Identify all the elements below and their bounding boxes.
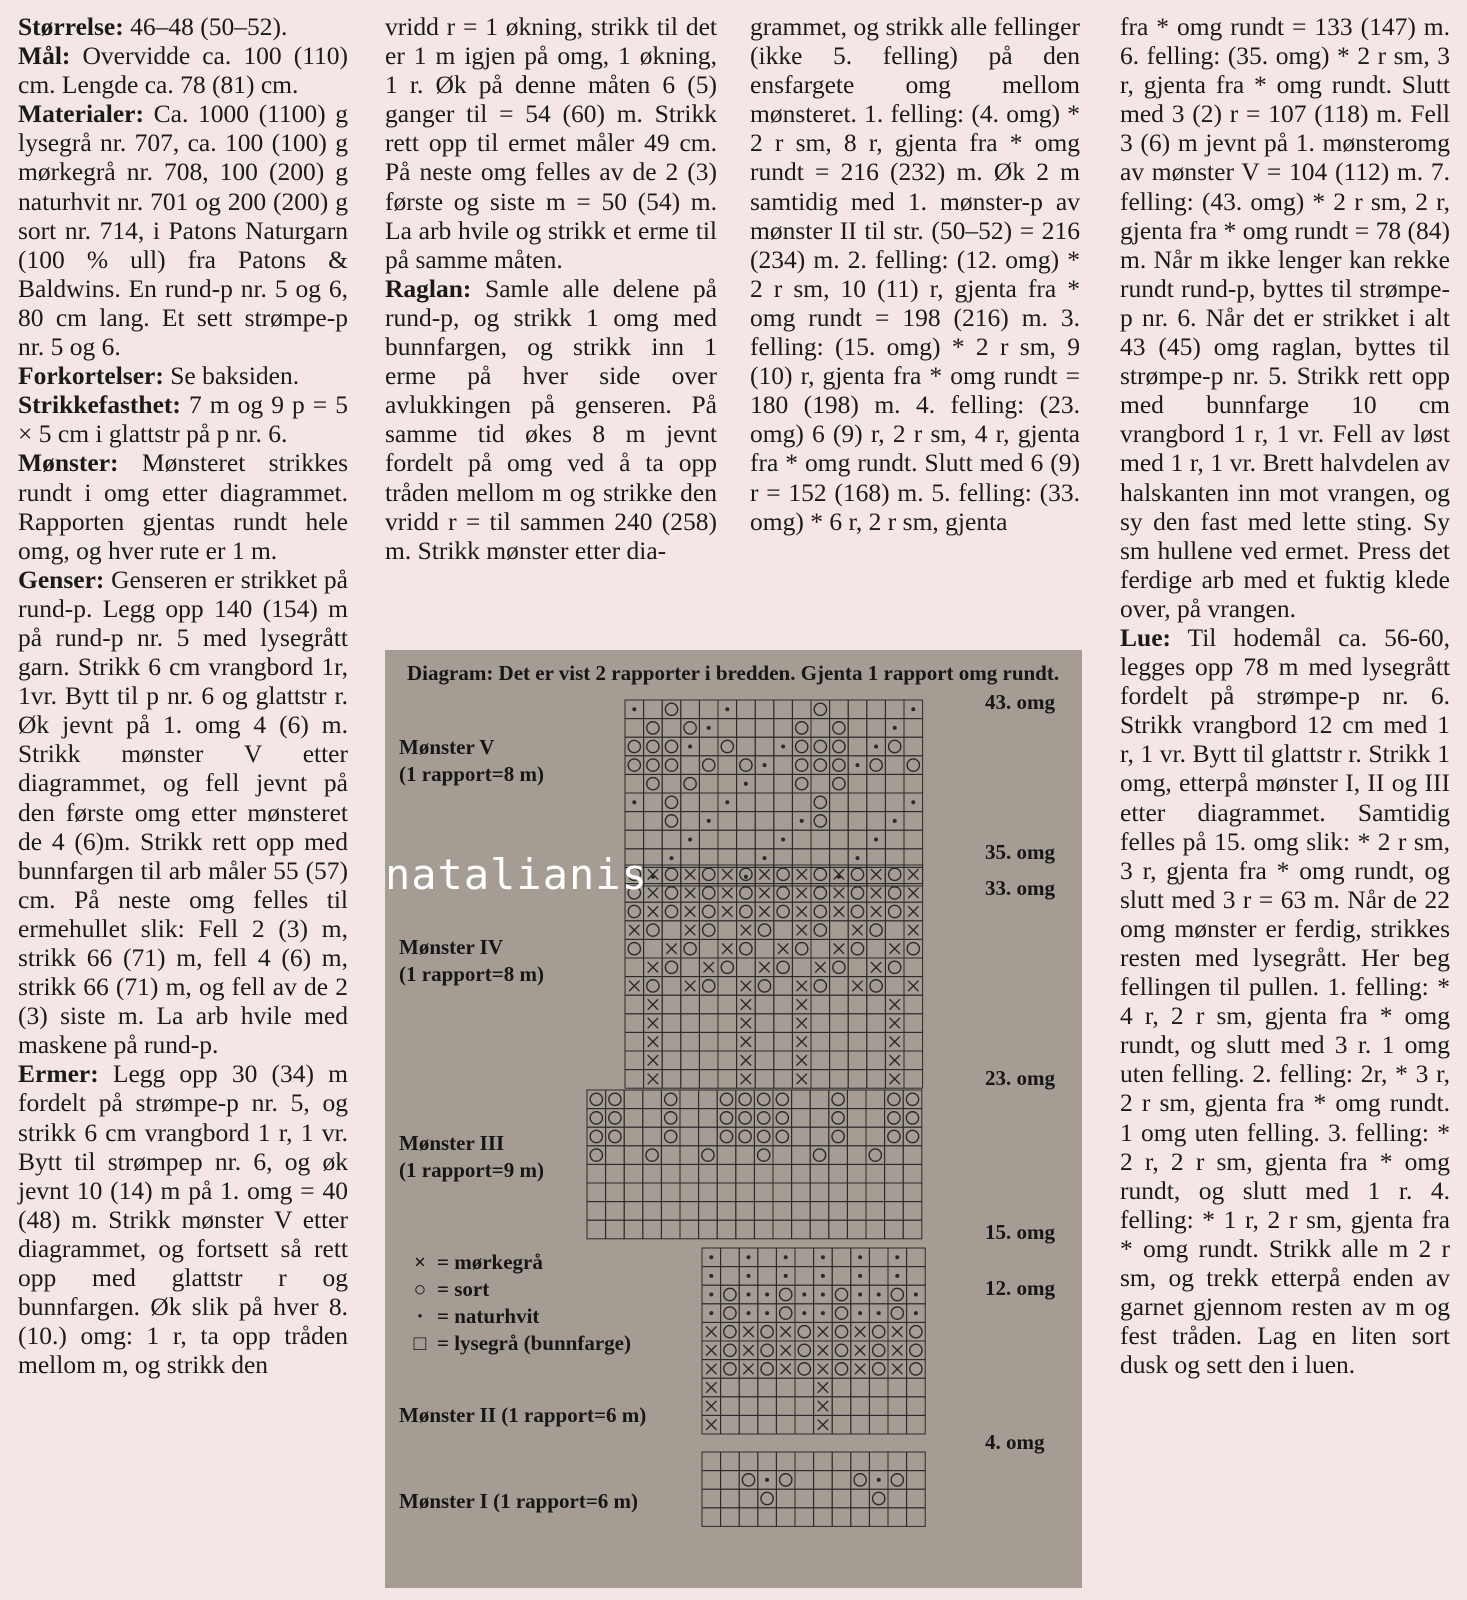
paragraph-heading: Materialer: bbox=[18, 99, 144, 129]
paragraph-text: Genseren er strikket på rund-p. Legg opp 140 (154) m på rund-p nr. 5 med lysegrått garn. Strikk 6 cm vrangbord 1r, 1vr. Bytt til p nr. 6 og glattstr r. Øk jevnt på 1. omg 4 (6) m. Strikk mønster V etter diagrammet, og fell jevnt på den første omg etter mønsteret de 4 (6)m. Strikk rett opp med bunnfargen til arb måler 55 (57) cm. På neste omg felles til ermehullet slik: Fell 2 (3) m, strikk 66 (71) m, fell 4 (6) m, strikk 66 (71) m, og fell av de 2 (3) siste m. La arb hvile med maskene på rund-p. bbox=[18, 564, 348, 1060]
round-label-23: 23. omg bbox=[985, 1066, 1055, 1090]
paragraph-text: Samle alle delene på rund-p, og strikk 1 omg med bunnfargen, og strikk inn 1 erme på hver side over avlukkingen på genseren. På samme tid økes 8 m jevnt fordelt på omg ved å ta opp tråden mellom m og strikke den vridd r = til sammen 240 (258) m. Strikk mønster etter dia- bbox=[385, 273, 717, 565]
paragraph bbox=[18, 1059, 348, 1379]
paragraph-heading: Mønster: bbox=[18, 448, 119, 478]
paragraph-text: grammet, og strikk alle fellinger (ikke 5. felling) på den ensfargete omg mellom mønsteret. 1. felling: (4. omg) * 2 r sm, 8 r, gjenta fra * omg rundt = 216 (232) m. Øk 2 m samtidig med 1. mønster-p av mønster II til str. (50–52) = 216 (234) m. 2. felling: (12. omg) * 2 r sm, 10 (11) r, gjenta fra * omg rundt = 198 (216) m. 3. felling: (15. omg) * 2 r sm, 9 (10) r, gjenta fra * omg rundt = 180 (198) m. 4. felling: (23. omg) 6 (9) r, 2 r sm, 4 r, gjenta fra * omg rundt. Slutt med 6 (9) r = 152 (168) m. 5. felling: (33. omg) * 6 r, 2 r sm, gjenta bbox=[750, 12, 1080, 536]
paragraph-text: Se baksiden. bbox=[163, 361, 300, 391]
paragraph-heading: Strikkefasthet: bbox=[18, 390, 181, 420]
paragraph bbox=[1120, 623, 1450, 1379]
paragraph bbox=[385, 12, 717, 274]
pattern-iv-grid bbox=[625, 865, 923, 1088]
knitting-chart-grid bbox=[385, 650, 1082, 1588]
pattern-i-grid bbox=[702, 1452, 925, 1526]
paragraph bbox=[18, 361, 348, 390]
paragraph-text: 7 m og 9 p = 5 × 5 cm i glattstr på p nr. 6. bbox=[18, 390, 348, 449]
paragraph-text: 46–48 (50–52). bbox=[123, 12, 288, 41]
round-label-35: 35. omg bbox=[985, 840, 1055, 864]
text-column-3 bbox=[750, 12, 1080, 536]
legend-natural-white: · = naturhvit bbox=[403, 1304, 539, 1329]
pattern-v-label: Mønster V (1 rapport=8 m) bbox=[399, 735, 544, 786]
paragraph-heading: Raglan: bbox=[385, 273, 472, 303]
paragraph-heading: Forkortelser: bbox=[18, 361, 164, 391]
square-icon: □ bbox=[413, 1331, 427, 1355]
round-label-12: 12. omg bbox=[985, 1276, 1055, 1300]
pattern-ii-grid bbox=[702, 1248, 925, 1434]
pattern-v-grid bbox=[625, 700, 923, 886]
paragraph-text: Ca. 1000 (1100) g lysegrå nr. 707, ca. 100 (100) g mørkegrå nr. 708, 100 (200) g naturhvit nr. 701 og 200 (200) g sort nr. 714, i Patons Naturgarn (100 % ull) fra Patons & Baldwins. En rund-p nr. 5 og 6, 80 cm lang. Et sett strømpe-p nr. 5 og 6. bbox=[18, 99, 348, 362]
paragraph bbox=[1120, 12, 1450, 623]
diagram-title: Diagram: Det er vist 2 rapporter i bredden. Gjenta 1 rapport omg rundt. bbox=[407, 661, 1060, 685]
round-label-15: 15. omg bbox=[985, 1220, 1055, 1244]
paragraph-heading: Størrelse: bbox=[18, 12, 124, 41]
paragraph-text: Til hodemål ca. 56-60, legges opp 78 m med lysegrått fordelt på strømpe-p nr. 6. Strikk vrangbord 12 cm med 1 r, 1 vr. Bytt til glattstr r. Strikk 1 omg, etterpå mønster I, II og III etter diagrammet. Samtidig felles på 15. omg slik: * 2 r sm, 3 r, gjenta fra * omg rundt, og slutt med 3 r = 63 m. Når de 22 omg mønster er ferdig, strikkes resten med lysegrått. Her beg fellingen til pullen. 1. felling: * 4 r, 2 r sm, gjenta fra * omg rundt, og slutt med 3 r. 1 omg uten felling. 2. felling: 2r, * 3 r, 2 r sm, gjenta fra * omg rundt. 1 omg uten felling. 3. felling: * 2 r, 2 r sm, gjenta fra * omg rundt, og slutt med 1 r. 4. felling: * 1 r, 2 r sm, gjenta fra * omg rundt. Strikk alle m 2 r sm, og trekk etterpå enden av garnet gjennom resten av m og fest tråden. Lag en liten sort dusk og sett den i luen. bbox=[1120, 622, 1450, 1380]
paragraph bbox=[750, 12, 1080, 536]
paragraph-heading: Ermer: bbox=[18, 1059, 99, 1089]
paragraph bbox=[18, 565, 348, 1060]
paragraph bbox=[385, 274, 717, 565]
paragraph-heading: Mål: bbox=[18, 41, 71, 71]
paragraph bbox=[18, 390, 348, 448]
paragraph-text: Mønsteret strikkes rundt i omg etter diagrammet. Rapporten gjentas rundt hele omg, og hver rute er 1 m. bbox=[18, 448, 348, 565]
pattern-i-label: Mønster I (1 rapport=6 m) bbox=[399, 1489, 639, 1513]
paragraph bbox=[18, 41, 348, 99]
watermark: natalianis bbox=[385, 850, 648, 899]
paragraph-text: Overvidde ca. 100 (110) cm. Lengde ca. 78 (81) cm. bbox=[18, 41, 348, 100]
legend-black: ○ = sort bbox=[403, 1277, 489, 1302]
paragraph bbox=[18, 99, 348, 361]
paragraph-text: vridd r = 1 økning, strikk til det er 1 m igjen på omg, 1 økning, 1 r. Øk på denne måten 6 (5) ganger til = 54 (60) m. Strikk rett opp til ermet måler 49 cm. På neste omg felles av de 2 (3) første og siste m = 50 (54) m. La arb hvile og strikk et erme til på samme måten. bbox=[385, 12, 717, 274]
pattern-iii-grid bbox=[587, 1090, 922, 1239]
legend-light-grey: □ = lysegrå (bunnfarge) bbox=[403, 1331, 631, 1356]
pattern-ii-label: Mønster II (1 rapport=6 m) bbox=[399, 1403, 647, 1427]
pattern-iv-label: Mønster IV (1 rapport=8 m) bbox=[399, 935, 544, 986]
paragraph-heading: Lue: bbox=[1120, 622, 1171, 652]
text-column-4 bbox=[1120, 12, 1450, 1379]
pattern-iii-label: Mønster III (1 rapport=9 m) bbox=[399, 1131, 544, 1182]
paragraph-text: fra * omg rundt = 133 (147) m. 6. felling: (35. omg) * 2 r sm, 3 r, gjenta fra * omg rundt. Slutt med 3 (2) r = 107 (118) m. Fell 3 (6) m jevnt på 1. mønsteromg av mønster V = 104 (112) m. 7. felling: (43. omg) * 2 r sm, 2 r, gjenta fra * omg rundt = 78 (84) m. Når m ikke lenger kan rekke rundt rund-p, byttes til strømpe-p nr. 6. Når det er strikket i alt 43 (45) omg raglan, byttes til strømpe-p nr. 5. Strikk rett opp med bunnfarge 10 cm vrangbord 1 r, 1 vr. Fell av løst med 1 r, 1 vr. Brett halvdelen av halskanten inn mot vrangen, og sy den fast med lette sting. Sy sm hullene ved ermet. Press det ferdige arb med et fuktig klede over, på vrangen. bbox=[1120, 12, 1450, 623]
knitting-chart-panel bbox=[385, 650, 1082, 1588]
round-label-43: 43. omg bbox=[985, 690, 1055, 714]
paragraph bbox=[18, 12, 348, 41]
legend-darkgrey: × = mørkegrå bbox=[403, 1250, 543, 1275]
text-column-1 bbox=[18, 12, 348, 1379]
round-label-33: 33. omg bbox=[985, 876, 1055, 900]
paragraph-text: Legg opp 30 (34) m fordelt på strømpe-p nr. 5, og strikk 6 cm vrangbord 1 r, 1 vr. Bytt til strømpep nr. 6, og øk jevnt 10 (14) m på 1. omg = 40 (48) m. Strikk mønster V etter diagrammet, og fortsett så rett opp med glattstr r og bunnfargen. Øk slik på hver 8. (10.) omg: 1 r, ta opp tråden mellom m, og strikk den bbox=[18, 1059, 348, 1380]
dot-icon: · bbox=[416, 1304, 424, 1328]
paragraph-heading: Genser: bbox=[18, 564, 105, 594]
circle-icon: ○ bbox=[413, 1277, 427, 1301]
round-label-4: 4. omg bbox=[985, 1430, 1045, 1454]
paragraph bbox=[18, 448, 348, 564]
cross-icon: × bbox=[414, 1250, 426, 1274]
text-column-2 bbox=[385, 12, 717, 565]
